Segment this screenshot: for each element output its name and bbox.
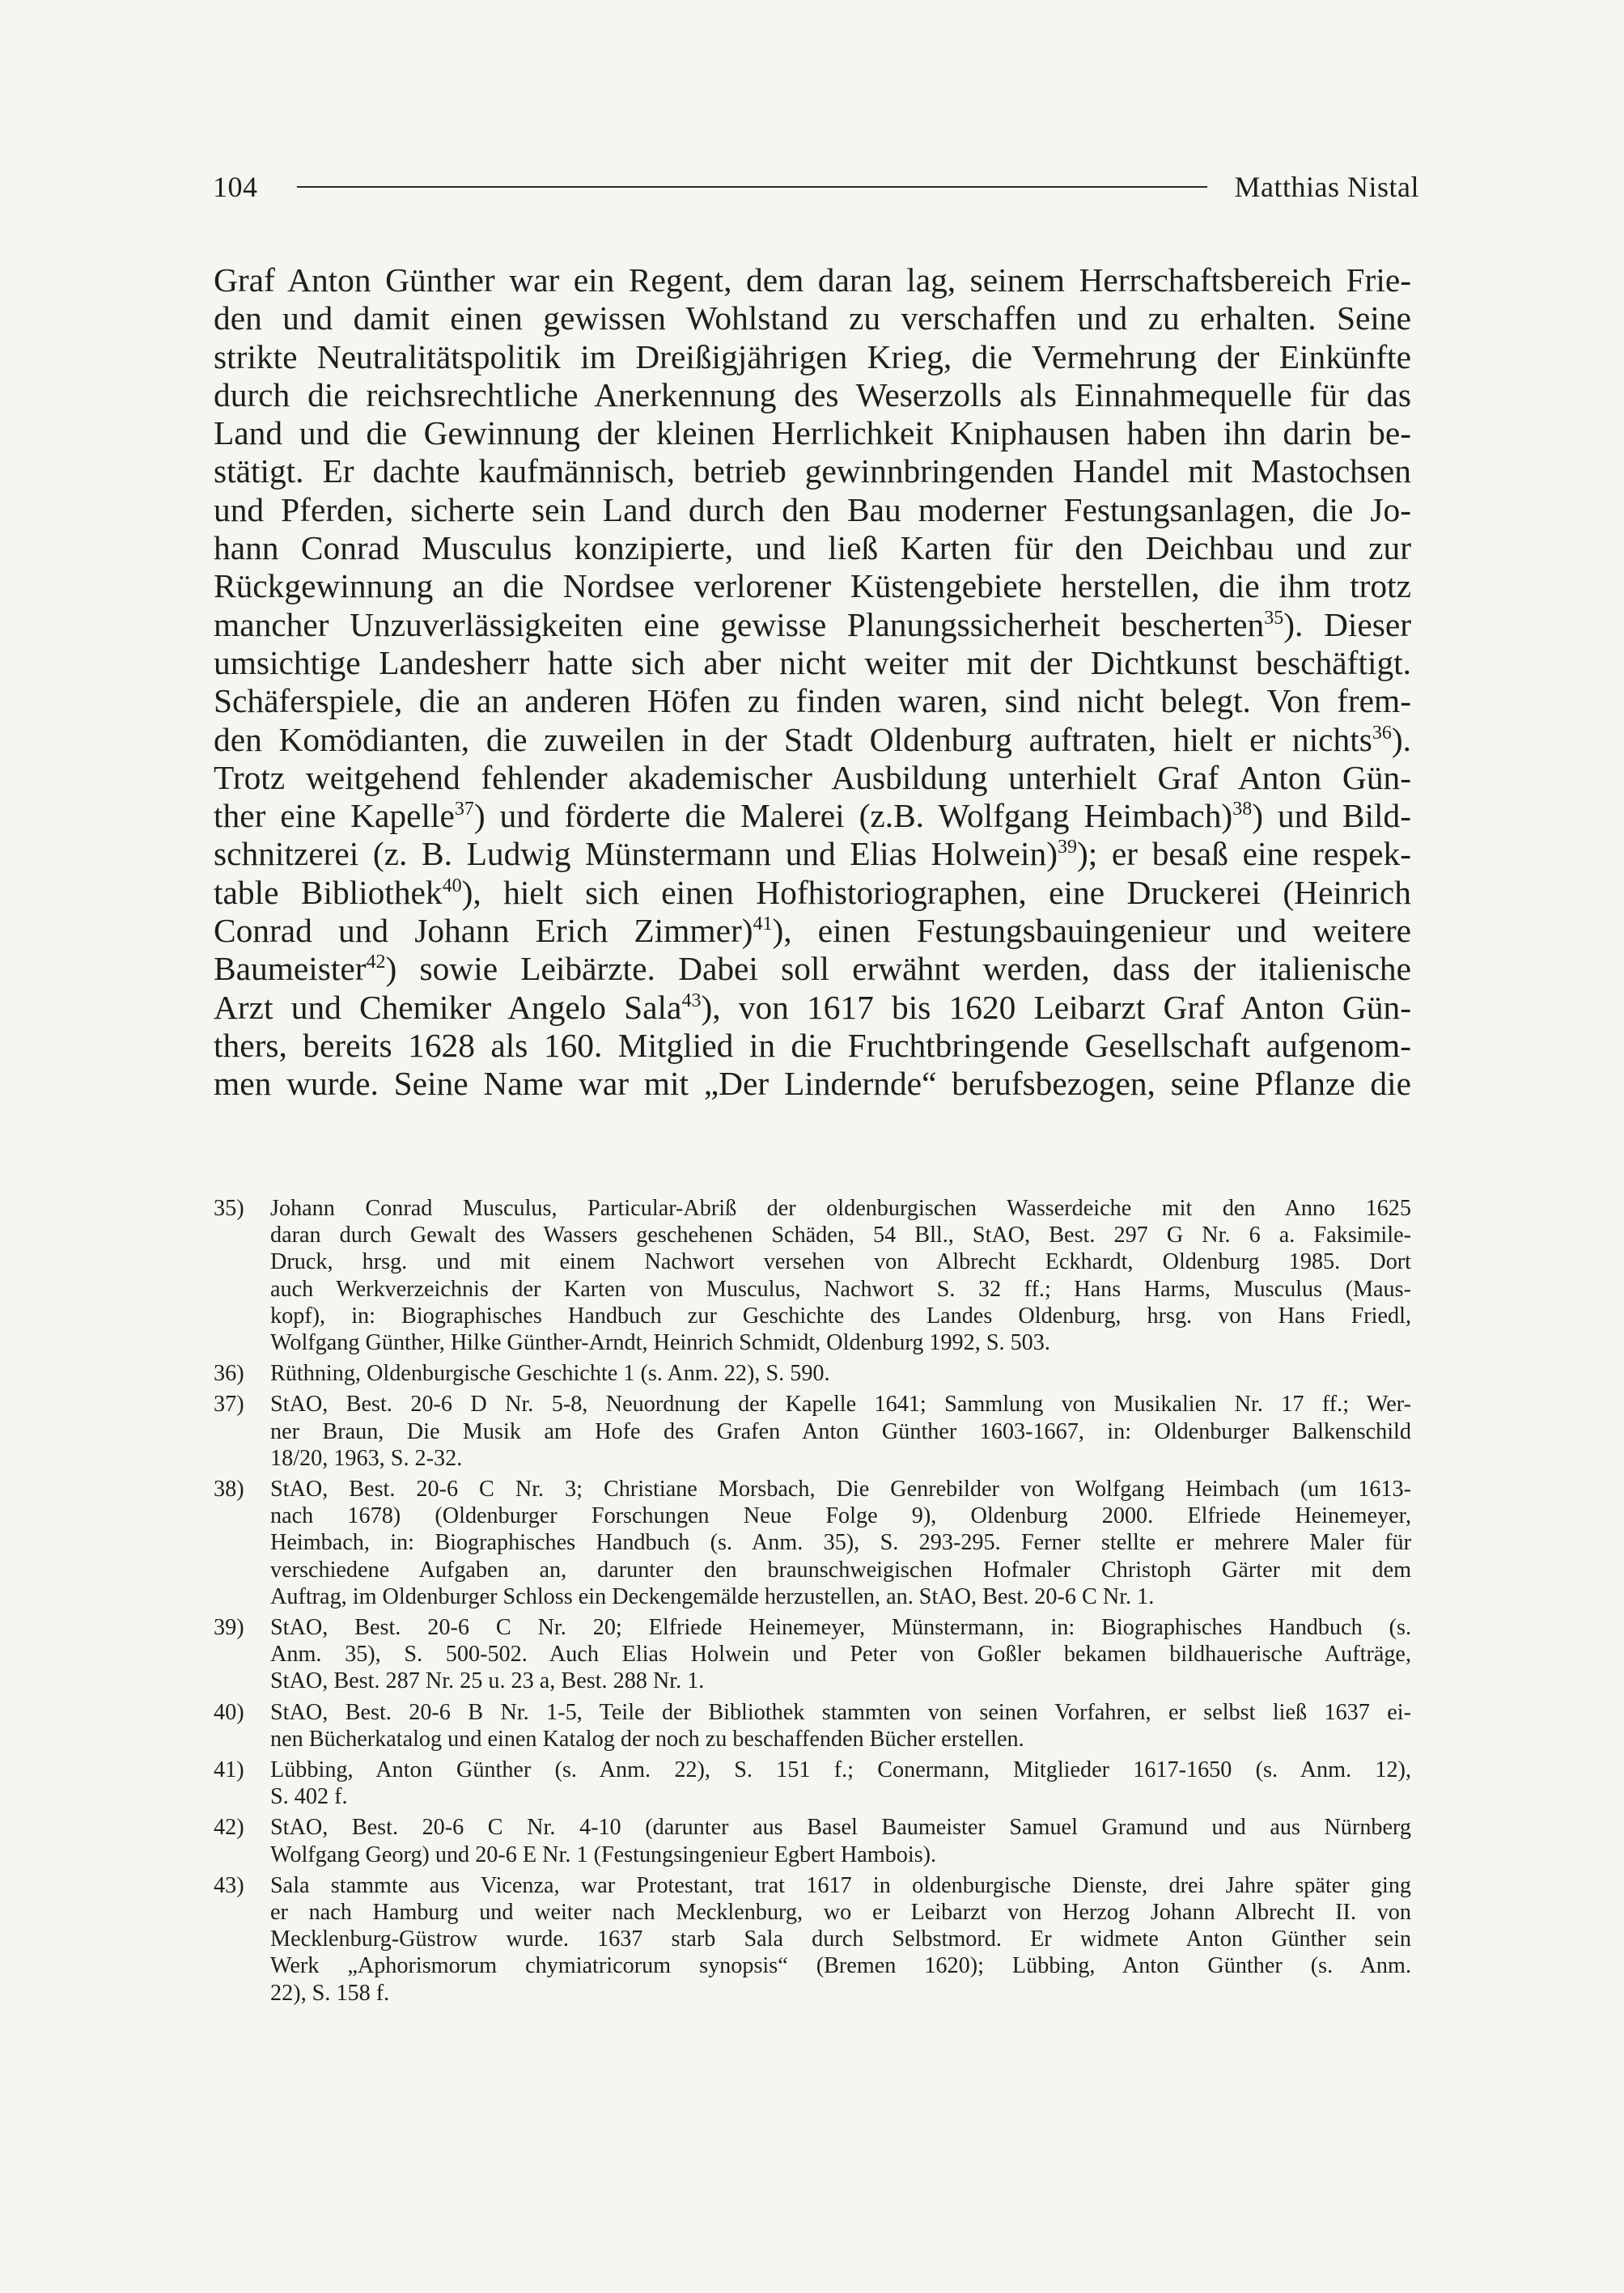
footnote-line: Wolfgang Günther, Hilke Günther-Arndt, Heinrich Schmidt, Oldenburg 1992, S. 503. xyxy=(270,1330,1050,1356)
body-line-text: ); er besaß eine respek- xyxy=(1077,835,1411,873)
body-line-text: Arzt und Chemiker Angelo Sala xyxy=(214,988,682,1026)
body-line-text: den und damit einen gewissen Wohlstand zu verschaffen und zu erhalten. Seine xyxy=(214,299,1411,337)
body-line xyxy=(214,682,1411,720)
footnote-line: daran durch Gewalt des Wassers geschehenen Schäden, 54 Bll., StAO, Best. 297 G Nr. 6 a. Faksimile- xyxy=(270,1223,1411,1248)
running-header xyxy=(213,167,1419,207)
footnote-number: 39) xyxy=(214,1615,244,1641)
body-line xyxy=(214,721,1411,759)
footnote-number: 37) xyxy=(214,1392,244,1418)
body-line-text: umsichtige Landesherr hatte sich aber nicht weiter mit der Dichtkunst beschäftigt. xyxy=(214,643,1411,681)
body-line-text: Baumeister xyxy=(214,950,367,988)
footnote-line: 18/20, 1963, S. 2-32. xyxy=(270,1445,463,1471)
body-line xyxy=(214,606,1411,644)
footnote-text xyxy=(270,1814,1411,1867)
body-line-text: Land und die Gewinnung der kleinen Herrlichkeit Kniphausen haben ihn darin be- xyxy=(214,414,1411,452)
footnote-line: 22), S. 158 f. xyxy=(270,1980,390,2006)
footnote-line: nach 1678) (Oldenburger Forschungen Neue Folge 9), Oldenburg 2000. Elfriede Heinemeyer, xyxy=(270,1503,1411,1529)
footnote-line: Heimbach, in: Biographisches Handbuch (s. Anm. 35), S. 293-295. Ferner stellte er mehrere Maler für xyxy=(270,1530,1411,1556)
body-line-text: Schäferspiele, die an anderen Höfen zu finden waren, sind nicht belegt. Von frem- xyxy=(214,682,1411,720)
author-name: Matthias Nistal xyxy=(1234,171,1419,203)
body-line-text: ) sowie Leibärzte. Dabei soll erwähnt werden, dass der italienische xyxy=(385,950,1411,988)
footnote-text xyxy=(270,1476,1411,1610)
footnote-line: er nach Hamburg und weiter nach Mecklenburg, wo er Leibarzt von Herzog Johann Albrecht II. von xyxy=(270,1900,1411,1926)
footnote-number: 42) xyxy=(214,1815,244,1841)
body-line-text: ). Dieser xyxy=(1283,605,1411,643)
footnote-line: Wolfgang Georg) und 20-6 E Nr. 1 (Festungsingenieur Egbert Hambois). xyxy=(270,1842,937,1867)
body-line xyxy=(214,1065,1411,1103)
footnote-line: StAO, Best. 20-6 C Nr. 20; Elfriede Heinemeyer, Münstermann, in: Biographisches Handbuch (s. xyxy=(270,1615,1411,1641)
footnote-number: 38) xyxy=(214,1477,244,1503)
footnote xyxy=(214,1476,1411,1610)
page-number: 104 xyxy=(213,171,258,203)
footnote xyxy=(214,1195,1411,1356)
footnote-text xyxy=(270,1391,1411,1472)
footnote xyxy=(214,1872,1411,2007)
body-line xyxy=(214,797,1411,835)
footnote-line: ner Braun, Die Musik am Hofe des Grafen Anton Günther 1603-1667, in: Oldenburger Balkenschild xyxy=(270,1418,1411,1444)
footnote-line: S. 402 f. xyxy=(270,1784,348,1810)
body-line-text: hann Conrad Musculus konzipierte, und ließ Karten für den Deichbau und zur xyxy=(214,529,1411,567)
footnote-line: Lübbing, Anton Günther (s. Anm. 22), S. 151 f.; Conermann, Mitglieder 1617-1650 (s. Anm. 12), xyxy=(270,1757,1411,1783)
footnote xyxy=(214,1757,1411,1810)
footnote-text xyxy=(270,1614,1411,1695)
body-line-text: Trotz weitgehend fehlender akademischer Ausbildung unterhielt Graf Anton Gün- xyxy=(214,758,1411,796)
footnote-line: StAO, Best. 20-6 C Nr. 4-10 (darunter aus Basel Baumeister Samuel Gramund und aus Nürnberg xyxy=(270,1815,1411,1841)
footnote-line: auch Werkverzeichnis der Karten von Musculus, Nachwort S. 32 ff.; Hans Harms, Musculus (Maus- xyxy=(270,1276,1411,1302)
body-line-text: Conrad und Johann Erich Zimmer) xyxy=(214,912,753,950)
body-line xyxy=(214,644,1411,682)
body-line xyxy=(214,491,1411,529)
body-line-text: ther eine Kapelle xyxy=(214,797,455,835)
body-line xyxy=(214,835,1411,873)
footnote-line: Rüthning, Oldenburgische Geschichte 1 (s. Anm. 22), S. 590. xyxy=(270,1361,830,1387)
footnote-line: Anm. 35), S. 500-502. Auch Elias Holwein und Peter von Goßler bekamen bildhauerische Aufträge, xyxy=(270,1642,1411,1668)
body-line-text: ). xyxy=(1391,720,1411,758)
footnote-line: Sala stammte aus Vicenza, war Protestant, trat 1617 in oldenburgische Dienste, drei Jahre später ging xyxy=(270,1872,1411,1898)
body-line-text: durch die reichsrechtliche Anerkennung des Weserzolls als Einnahmequelle für das xyxy=(214,375,1411,413)
body-line xyxy=(214,376,1411,414)
footnote-text xyxy=(270,1195,1411,1356)
body-line xyxy=(214,950,1411,988)
body-line xyxy=(214,1027,1411,1065)
body-line xyxy=(214,912,1411,950)
body-line-text: ), hielt sich einen Hofhistoriographen, eine Druckerei (Heinrich xyxy=(461,873,1411,911)
footnote-ref[interactable]: 39 xyxy=(1058,837,1078,858)
footnote-line: Johann Conrad Musculus, Particular-Abriß der oldenburgischen Wasserdeiche mit den Anno 1625 xyxy=(270,1196,1411,1221)
body-line xyxy=(214,989,1411,1027)
body-line-text: Rückgewinnung an die Nordsee verlorener Küstengebiete herstellen, die ihm trotz xyxy=(214,567,1411,605)
footnote xyxy=(214,1360,1411,1387)
footnotes xyxy=(214,1195,1411,2011)
body-line-text: schnitzerei (z. B. Ludwig Münstermann und Elias Holwein) xyxy=(214,835,1058,873)
body-line-text: den Komödianten, die zuweilen in der Stadt Oldenburg auftraten, hielt er nichts xyxy=(214,720,1372,758)
header-rule xyxy=(297,186,1207,188)
body-line-text: Graf Anton Günther war ein Regent, dem daran lag, seinem Herrschaftsbereich Frie- xyxy=(214,261,1411,299)
footnote-text xyxy=(270,1360,1411,1387)
footnote-ref[interactable]: 35 xyxy=(1264,607,1284,629)
footnote xyxy=(214,1814,1411,1867)
footnote-ref[interactable]: 38 xyxy=(1232,799,1253,820)
footnote xyxy=(214,1391,1411,1472)
footnote-text xyxy=(270,1872,1411,2007)
footnote-line: Auftrag, im Oldenburger Schloss ein Deckengemälde herzustellen, an. StAO, Best. 20-6 C Nr. 1. xyxy=(270,1583,1155,1609)
body-line xyxy=(214,338,1411,376)
footnote-text xyxy=(270,1757,1411,1810)
body-line-text: und Pferden, sicherte sein Land durch den Bau moderner Festungsanlagen, die Jo- xyxy=(214,490,1411,528)
footnote-ref[interactable]: 36 xyxy=(1372,722,1392,744)
body-line xyxy=(214,759,1411,797)
footnote-ref[interactable]: 43 xyxy=(681,990,702,1011)
body-line xyxy=(214,452,1411,490)
footnote-line: nen Bücherkatalog und einen Katalog der noch zu beschaffenden Bücher erstellen. xyxy=(270,1726,1024,1752)
body-line-text: ) und Bild- xyxy=(1252,797,1412,835)
footnote-number: 43) xyxy=(214,1872,244,1898)
footnote xyxy=(214,1614,1411,1695)
body-line-text: thers, bereits 1628 als 160. Mitglied in die Fruchtbringende Gesellschaft aufgenom- xyxy=(214,1026,1411,1064)
body-line-text: stätigt. Er dachte kaufmännisch, betrieb gewinnbringenden Handel mit Mastochsen xyxy=(214,452,1411,490)
body-line-text: men wurde. Seine Name war mit „Der Lindernde“ berufsbezogen, seine Pflanze die xyxy=(214,1065,1411,1103)
footnote-line: StAO, Best. 20-6 B Nr. 1-5, Teile der Bibliothek stammten von seinen Vorfahren, er selbst ließ 1637 ei- xyxy=(270,1699,1411,1725)
footnote-line: StAO, Best. 20-6 D Nr. 5-8, Neuordnung der Kapelle 1641; Sammlung von Musikalien Nr. 17 ff.; Wer- xyxy=(270,1392,1411,1418)
body-line xyxy=(214,414,1411,452)
footnote xyxy=(214,1699,1411,1753)
footnote-number: 41) xyxy=(214,1757,244,1783)
body-line xyxy=(214,529,1411,567)
footnote-line: verschiedene Aufgaben an, darunter den braunschweigischen Hofmaler Christoph Gärter mit dem xyxy=(270,1557,1411,1583)
body-line xyxy=(214,299,1411,337)
body-line-text: ), einen Festungsbauingenieur und weitere xyxy=(772,912,1411,950)
body-line-text: mancher Unzuverlässigkeiten eine gewisse Planungssicherheit bescherten xyxy=(214,605,1265,643)
footnote-number: 40) xyxy=(214,1699,244,1725)
footnote-line: StAO, Best. 20-6 C Nr. 3; Christiane Morsbach, Die Genrebilder von Wolfgang Heimbach (um 1613- xyxy=(270,1477,1411,1503)
body-line-text: table Bibliothek xyxy=(214,873,443,911)
body-line-text: ), von 1617 bis 1620 Leibarzt Graf Anton Gün- xyxy=(701,988,1411,1026)
footnote-line: StAO, Best. 287 Nr. 25 u. 23 a, Best. 288 Nr. 1. xyxy=(270,1668,705,1694)
footnote-line: kopf), in: Biographisches Handbuch zur Geschichte des Landes Oldenburg, hrsg. von Hans Friedl, xyxy=(270,1303,1411,1329)
body-line-text: ) und förderte die Malerei (z.B. Wolfgang Heimbach) xyxy=(473,797,1233,835)
footnote-ref[interactable]: 37 xyxy=(454,799,474,820)
body-line xyxy=(214,261,1411,299)
body-line xyxy=(214,567,1411,605)
body-text xyxy=(214,261,1411,1104)
footnote-line: Mecklenburg-Güstrow wurde. 1637 starb Sala durch Selbstmord. Er widmete Anton Günther sein xyxy=(270,1926,1411,1952)
body-line xyxy=(214,874,1411,912)
footnote-text xyxy=(270,1699,1411,1753)
footnote-line: Druck, hrsg. und mit einem Nachwort versehen von Albrecht Eckhardt, Oldenburg 1985. Dort xyxy=(270,1249,1411,1275)
body-line-text: strikte Neutralitätspolitik im Dreißigjährigen Krieg, die Vermehrung der Einkünfte xyxy=(214,337,1411,375)
footnote-ref[interactable]: 41 xyxy=(753,913,773,935)
footnote-line: Werk „Aphorismorum chymiatricorum synopsis“ (Bremen 1620); Lübbing, Anton Günther (s. Anm. xyxy=(270,1953,1411,1979)
footnote-number: 35) xyxy=(214,1196,244,1221)
footnote-number: 36) xyxy=(214,1361,244,1387)
footnote-ref[interactable]: 40 xyxy=(442,875,462,896)
footnote-ref[interactable]: 42 xyxy=(366,952,386,973)
